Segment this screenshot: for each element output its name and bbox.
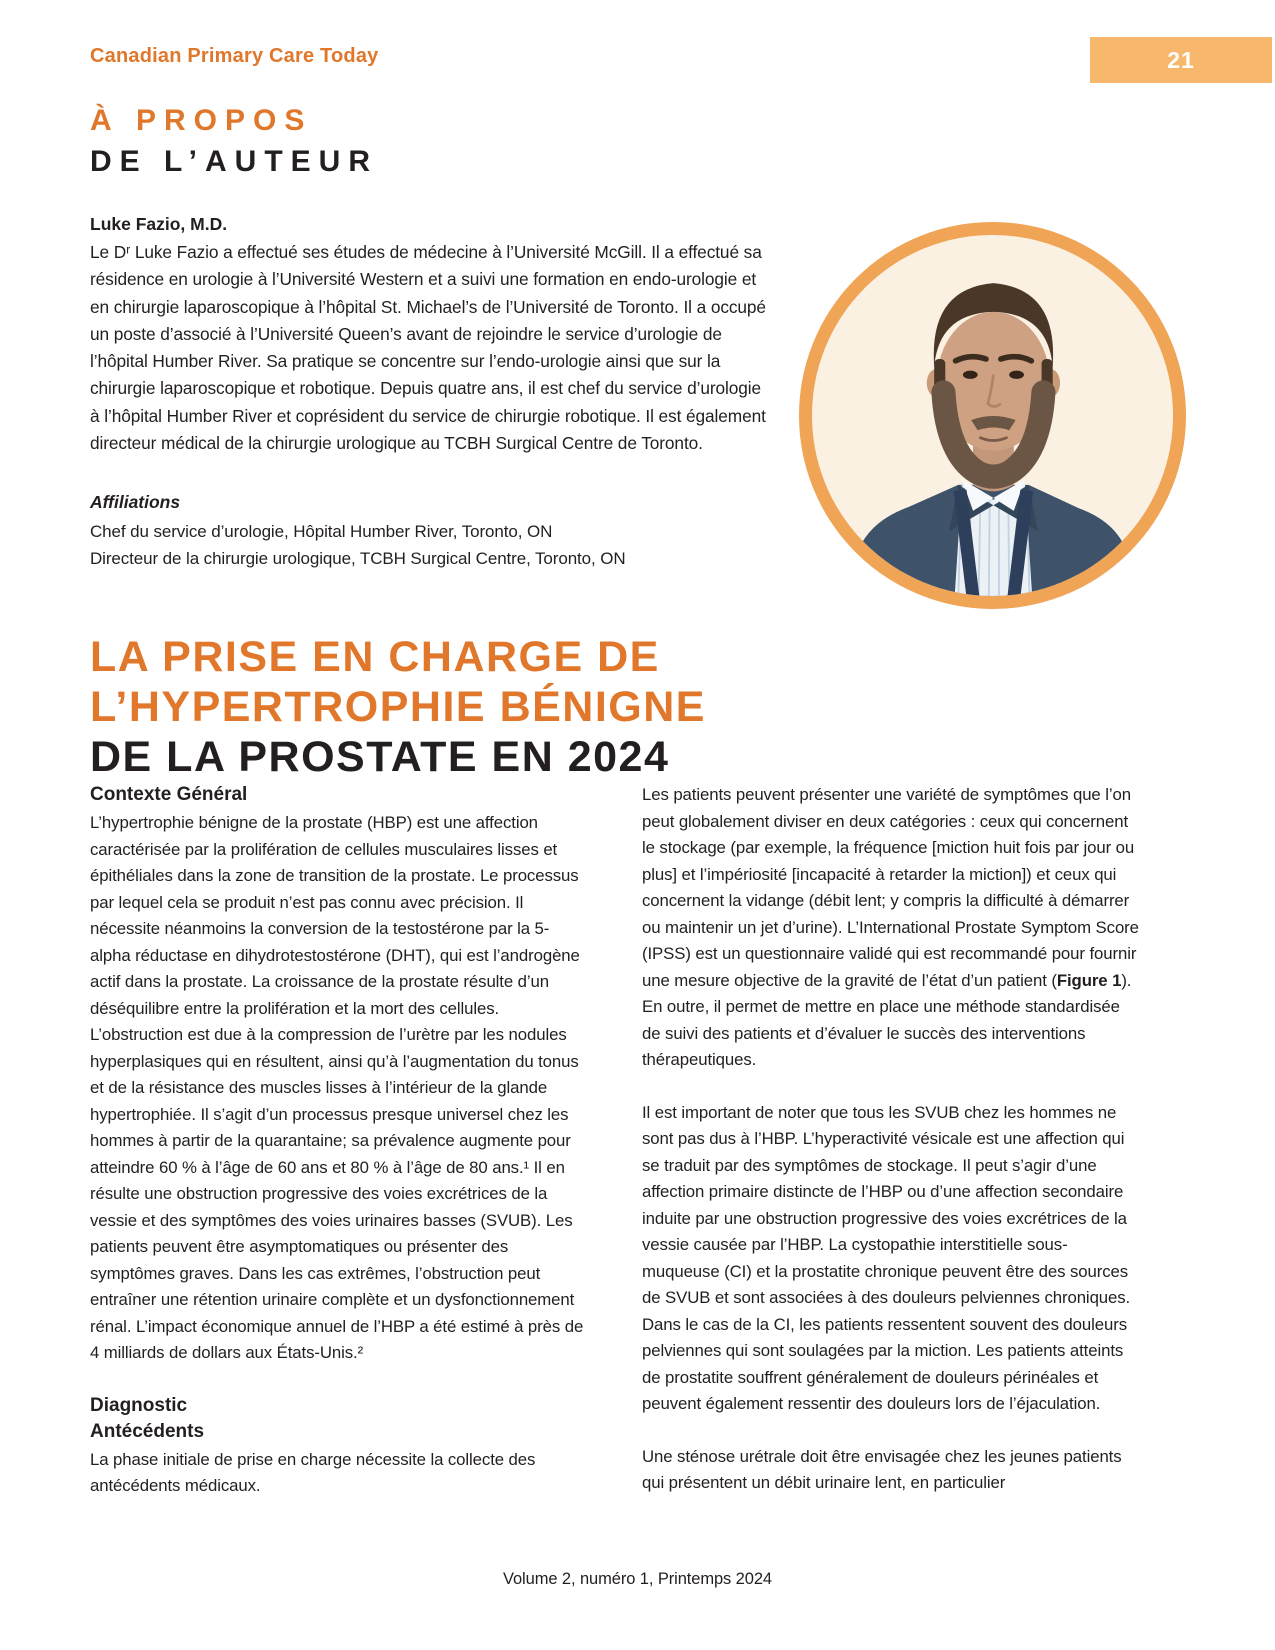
- author-name: Luke Fazio, M.D.: [90, 214, 228, 234]
- about-the-author-heading: [90, 100, 378, 182]
- section-heading-antecedents: Antécédents: [90, 1420, 205, 1442]
- author-portrait-illustration: [812, 235, 1173, 596]
- section-heading-diagnostic: Diagnostic: [90, 1394, 188, 1416]
- publication-title: Canadian Primary Care Today: [90, 45, 379, 67]
- author-portrait: [799, 222, 1186, 609]
- article-title-line2: L’HYPERTROPHIE BÉNIGNE: [90, 683, 706, 731]
- page-number-badge: [1090, 37, 1272, 83]
- paragraph-svub: Il est important de noter que tous les SVUB chez les hommes ne sont pas dus à l’HBP. L’hyperactivité vésicale est une affection qui se traduit par des symptômes de stockage. Il peut s’agir d’une affection primaire distincte de l’HBP ou d’une affection secondaire induite par une obstruction progressive des voies excrétrices de la vessie causée par l’HBP. La cystopathie interstitielle sous-muqueuse (CI) et la prostatite chronique peuvent être des sources de SVUB et sont associées à des douleurs pelviennes chroniques. Dans le cas de la CI, les patients ressentent souvent des douleurs pelviennes qui sont soulagées par la miction. Les patients atteints de prostatite souffrent généralement de douleurs périnéales et peuvent également ressentir des douleurs lors de l’éjaculation.: [642, 1102, 1131, 1413]
- paragraph-contexte-general: L’hypertrophie bénigne de la prostate (HBP) est une affection caractérisée par la prolifération de cellules musculaires lisses et épithéliales dans la zone de transition de la prostate. Le processus par lequel cela se produit n’est pas connu avec précision. Il nécessite néanmoins la conversion de la testostérone par la 5-alpha réductase en dihydrotestostérone (DHT), qui est l’androgène actif dans la prostate. La croissance de la prostate résulte d’un déséquilibre entre la prolifération et la mort des cellules. L’obstruction est due à la compression de l’urètre par les nodules hyperplasiques qui en résultent, ainsi qu’à l’augmentation du tonus et de la résistance des muscles lisses à l’intérieur de la glande hypertrophiée. Il s’agit d’un processus presque universel chez les hommes à partir de la quarantaine; sa prévalence augmente pour atteindre 60 % à l’âge de 60 ans et 80 % à l’âge de 80 ans.¹ Il en résulte une obstruction progressive des voies excrétrices de la vessie et des symptômes des voies urinaires basses (SVUB). Les patients peuvent être asymptomatiques ou présenter des symptômes graves. Dans les cas extrêmes, l’obstruction peut entraîner une rétention urinaire complète et un dysfonctionnement rénal. L’impact économique annuel de l’HBP a été estimé à près de 4 milliards de dollars aux États-Unis.²: [90, 813, 584, 1362]
- affiliation-line: Directeur de la chirurgie urologique, TCBH Surgical Centre, Toronto, ON: [90, 548, 626, 568]
- article-body: [90, 782, 1139, 1526]
- column-right: [642, 782, 1139, 1526]
- figure-1-reference: Figure 1: [1056, 970, 1122, 990]
- article-title: [90, 632, 706, 782]
- article-title-line1: LA PRISE EN CHARGE DE: [90, 633, 660, 681]
- page-number: 21: [1167, 46, 1195, 73]
- paragraph-symptomes-text: Les patients peuvent présenter une variété de symptômes que l’on peut globalement diviser en deux catégories : ceux qui concernent le stockage (par exemple, la fréquence [miction huit fois par jour ou plus] et l’impériosité [incapacité à retarder la miction]) et ceux qui concernent la vidange (débit lent; y compris la difficulté à démarrer ou maintenir un jet d’urine). L’International Prostate Symptom Score (IPSS) est un questionnaire validé qui est recommandé pour fournir une mesure objective de la gravité de l’état d’un patient (: [642, 785, 1139, 990]
- paragraph-antecedents: La phase initiale de prise en charge nécessite la collecte des antécédents médicaux.: [90, 1449, 536, 1495]
- paragraph-stenose: Une sténose urétrale doit être envisagée chez les jeunes patients qui présentent un débit urinaire lent, en particulier: [642, 1446, 1122, 1492]
- section-heading-diagnostic-block: [90, 1393, 587, 1445]
- paragraph-symptomes: [642, 782, 1139, 1074]
- section-heading-contexte-general: Contexte Général: [90, 784, 248, 805]
- about-heading-line2: DE L’AUTEUR: [90, 145, 379, 178]
- affiliations-heading: Affiliations: [90, 492, 181, 512]
- article-title-line3: DE LA PROSTATE EN 2024: [90, 733, 670, 781]
- about-heading-line1: À PROPOS: [90, 104, 313, 137]
- affiliation-line: Chef du service d’urologie, Hôpital Humber River, Toronto, ON: [90, 522, 553, 541]
- column-left: [90, 782, 587, 1526]
- page-footer: Volume 2, numéro 1, Printemps 2024: [502, 1570, 772, 1588]
- affiliations-list: [90, 519, 626, 572]
- author-bio: Le Dʳ Luke Fazio a effectué ses études de médecine à l’Université McGill. Il a effectué sa résidence en urologie à l’Université Western et a suivi une formation en endo-urologie et en chirurgie laparoscopique à l’hôpital St. Michael’s de l’Université de Toronto. Il a occupé un poste d’associé à l’Université Queen’s avant de rejoindre le service d’urologie de l’hôpital Humber River. Sa pratique se concentre sur l’endo-urologie ainsi que sur la chirurgie laparoscopique et robotique. Depuis quatre ans, il est chef du service d’urologie à l’hôpital Humber River et coprésident du service de chirurgie robotique. Il est également directeur médical de la chirurgie urologique au TCBH Surgical Centre de Toronto.: [90, 242, 766, 454]
- paragraph-symptomes-suite: ). En outre, il permet de mettre en place une méthode standardisée de suivi des patients et d’évaluer le succès des interventions thérapeutiques.: [642, 970, 1132, 1069]
